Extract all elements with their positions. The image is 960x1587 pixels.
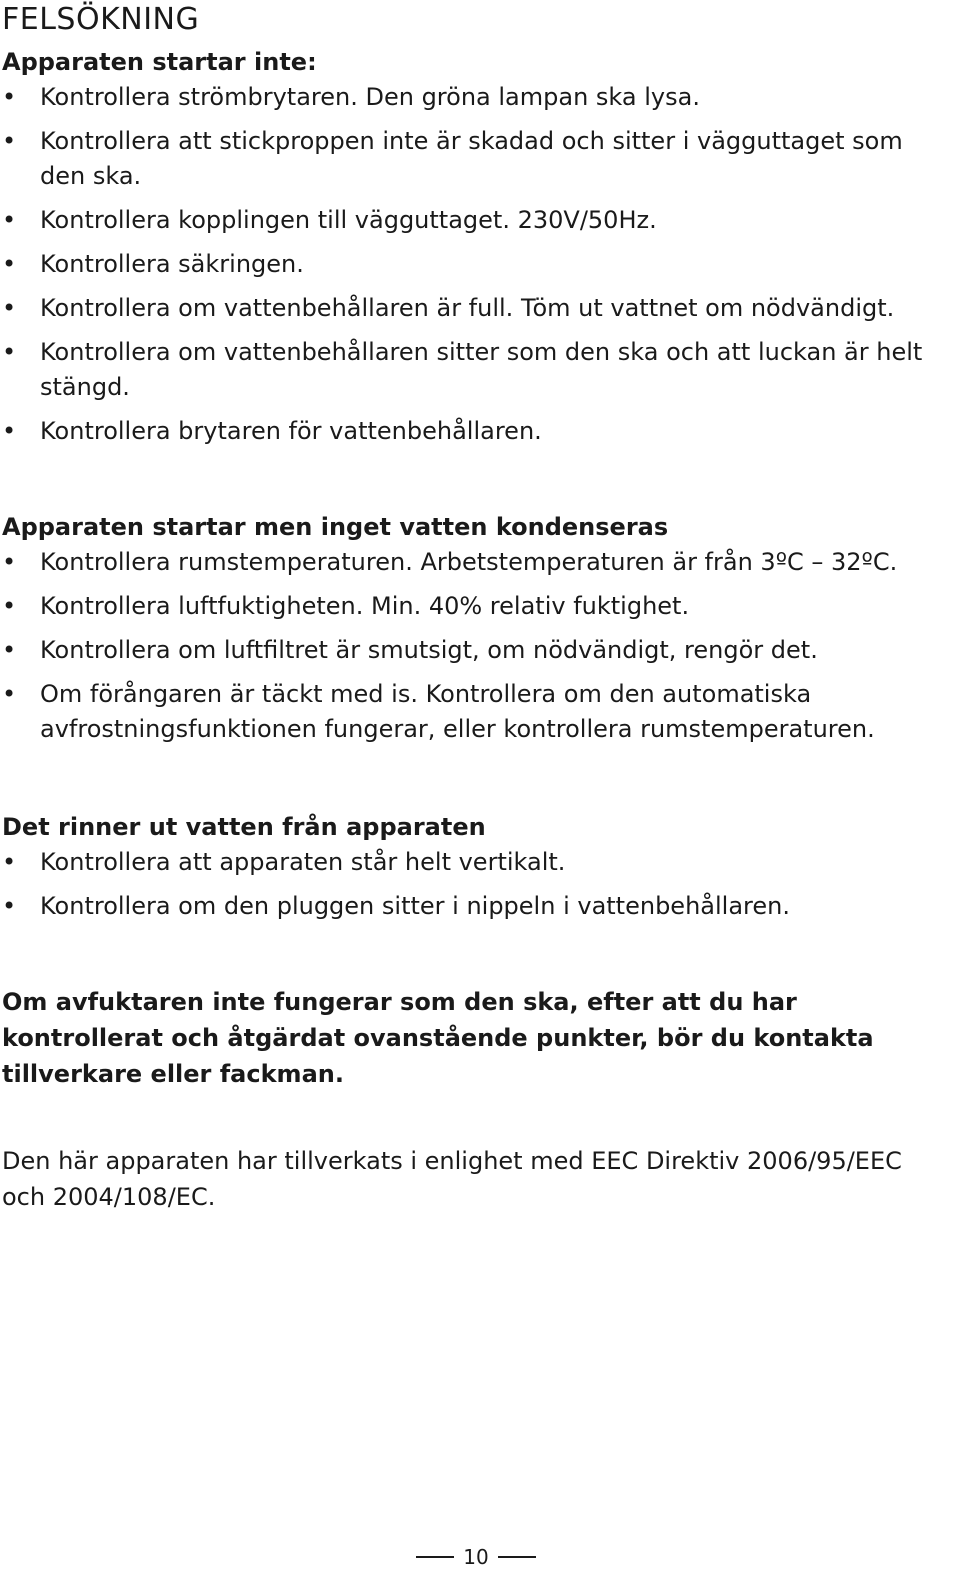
list-item: • Kontrollera strömbrytaren. Den gröna lampan ska lysa. bbox=[2, 80, 952, 115]
page-title: FELSÖKNING bbox=[2, 2, 200, 37]
contact-note bbox=[2, 984, 952, 1092]
list-item: • Kontrollera kopplingen till vägguttaget. 230V/50Hz. bbox=[2, 203, 952, 238]
contact-note-text: Om avfuktaren inte fungerar som den ska, efter att du har kontrollerat och åtgärdat ovanstående punkter, bör du kontakta tillverkare eller fackman. bbox=[2, 988, 874, 1088]
page-number: 10 bbox=[463, 1545, 489, 1569]
section-inget-vatten bbox=[2, 509, 952, 756]
section-heading: Det rinner ut vatten från apparaten bbox=[2, 813, 486, 841]
list-item: • Kontrollera om vattenbehållaren är full. Töm ut vattnet om nödvändigt. bbox=[2, 291, 952, 326]
page-footer bbox=[0, 1542, 960, 1572]
footer-rule-right bbox=[498, 1556, 536, 1558]
bullet-list bbox=[2, 545, 952, 747]
section-heading: Apparaten startar inte: bbox=[2, 48, 317, 76]
list-item: • Kontrollera luftfuktigheten. Min. 40% relativ fuktighet. bbox=[2, 589, 952, 624]
list-item: • Kontrollera att apparaten står helt vertikalt. bbox=[2, 845, 952, 880]
compliance-note-text: Den här apparaten har tillverkats i enlighet med EEC Direktiv 2006/95/EEC och 2004/108/EC. bbox=[2, 1147, 902, 1211]
list-item: • Kontrollera rumstemperaturen. Arbetstemperaturen är från 3ºC – 32ºC. bbox=[2, 545, 952, 580]
bullet-list bbox=[2, 845, 952, 924]
footer-rule-left bbox=[416, 1556, 454, 1558]
bullet-list bbox=[2, 80, 952, 449]
section-startar-inte bbox=[2, 44, 952, 458]
section-rinner-ut-vatten bbox=[2, 809, 952, 933]
list-item: • Kontrollera om vattenbehållaren sitter som den ska och att luckan är helt stängd. bbox=[2, 335, 952, 405]
section-heading: Apparaten startar men inget vatten kondenseras bbox=[2, 513, 669, 541]
list-item: • Om förångaren är täckt med is. Kontrollera om den automatiska avfrostningsfunktionen fungerar, eller kontrollera rumstemperaturen. bbox=[2, 677, 952, 747]
list-item: • Kontrollera om luftfiltret är smutsigt, om nödvändigt, rengör det. bbox=[2, 633, 952, 668]
list-item: • Kontrollera att stickproppen inte är skadad och sitter i vägguttaget som den ska. bbox=[2, 124, 952, 194]
list-item: • Kontrollera brytaren för vattenbehållaren. bbox=[2, 414, 952, 449]
list-item: • Kontrollera om den pluggen sitter i nippeln i vattenbehållaren. bbox=[2, 889, 952, 924]
compliance-note bbox=[2, 1143, 952, 1215]
list-item: • Kontrollera säkringen. bbox=[2, 247, 952, 282]
